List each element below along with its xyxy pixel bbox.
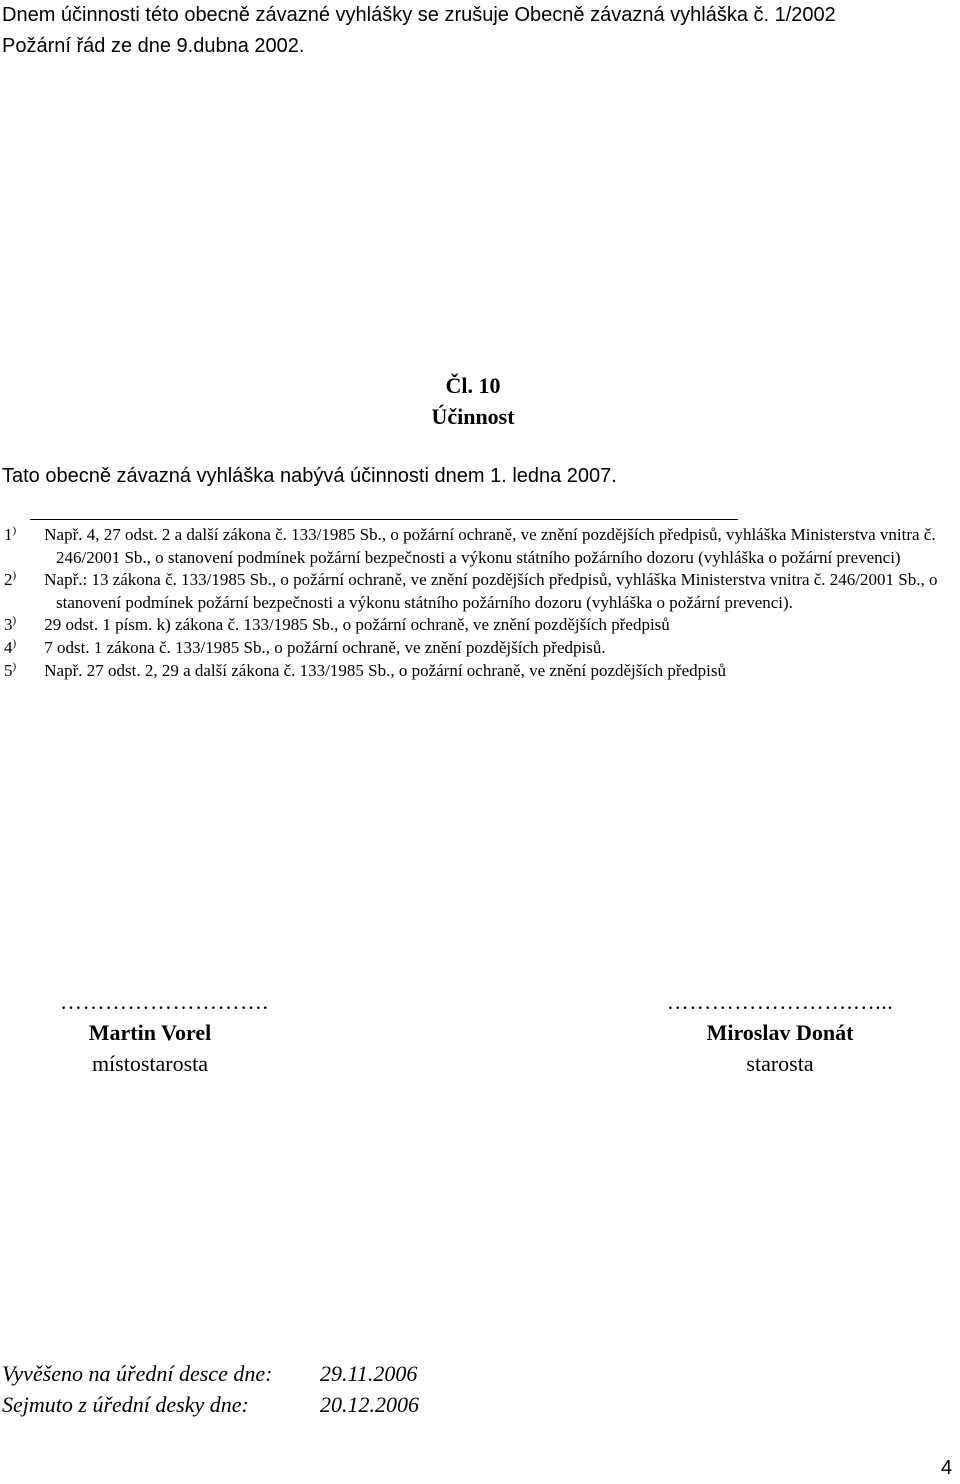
footnote-5: 5) Např. 27 odst. 2, 29 a další zákona č. 133/1985 Sb., o požární ochraně, ve znění pozdějších předpisů	[4, 659, 726, 680]
signatory-role: starosta	[746, 1051, 814, 1076]
article-title: Účinnost	[431, 404, 515, 429]
page-number: 4	[941, 1457, 953, 1479]
signature-block-left	[60, 986, 269, 1079]
footnote-separator	[30, 519, 738, 520]
footnote-mark: 1	[4, 525, 13, 544]
intro-paragraph: Dnem účinnosti této obecně závazné vyhlášky se zrušuje Obecně závazná vyhláška č. 1/2002 Požární řád ze dne 9.dubna 2002.	[2, 4, 836, 57]
posted-label: Vyvěšeno na úřední desce dne:	[2, 1361, 273, 1386]
footnote-1: 1) Např. 4, 27 odst. 2 a další zákona č. 133/1985 Sb., o požární ochraně, ve znění pozdějších předpisů, vyhláška Ministerstva vnitra č. 246/2001 Sb., o stanovení podmínek požární bezpečnosti a výkonu státního požárního dozoru (vyhláška o požární prevenci)	[4, 524, 936, 567]
posted-row	[2, 1358, 419, 1389]
footnote-text: Např. 27 odst. 2, 29 a další zákona č. 133/1985 Sb., o požární ochraně, ve znění pozdějších předpisů	[44, 660, 726, 680]
signature-line: ……………………….	[60, 989, 269, 1014]
footnotes	[4, 524, 940, 682]
signature-line: …………………….…...	[666, 989, 894, 1014]
footnote-text: 7 odst. 1 zákona č. 133/1985 Sb., o požární ochraně, ve znění pozdějších předpisů.	[44, 637, 606, 657]
footnote-3: 3) 29 odst. 1 písm. k) zákona č. 133/1985 Sb., o požární ochraně, ve znění pozdějších předpisů	[4, 614, 670, 635]
footnote-text: Např.: 13 zákona č. 133/1985 Sb., o požární ochraně, ve znění pozdějších předpisů, vyhláška Ministerstva vnitra č. 246/2001 Sb., o stanovení podmínek požární bezpečnosti a výkonu státního požárního dozoru (vyhláška o požární prevenci).	[44, 570, 938, 612]
signatory-name: Miroslav Donát	[706, 1020, 854, 1045]
footnote-mark: 4	[4, 637, 13, 657]
footnote-text: 29 odst. 1 písm. k) zákona č. 133/1985 Sb., o požární ochraně, ve znění pozdějších předpisů	[44, 615, 670, 635]
effective-date-paragraph: Tato obecně závazná vyhláška nabývá účinnosti dnem 1. ledna 2007.	[2, 465, 617, 487]
footnote-text: Např. 4, 27 odst. 2 a další zákona č. 133/1985 Sb., o požární ochraně, ve znění pozdějších předpisů, vyhláška Ministerstva vnitra č. 246/2001 Sb., o stanovení podmínek požární bezpečnosti a výkonu státního požárního dozoru (vyhláška o požární prevenci)	[44, 525, 936, 567]
posting-record	[2, 1358, 419, 1420]
signatory-name: Martin Vorel	[88, 1020, 212, 1045]
footnote-2: 2) Např.: 13 zákona č. 133/1985 Sb., o požární ochraně, ve znění pozdějších předpisů, vyhláška Ministerstva vnitra č. 246/2001 Sb., o stanovení podmínek požární bezpečnosti a výkonu státního požárního dozoru (vyhláška o požární prevenci).	[4, 569, 938, 612]
article-number: Čl. 10	[445, 373, 501, 398]
signatory-role: místostarosta	[91, 1051, 209, 1076]
footnote-mark: 5	[4, 660, 13, 680]
footnote-mark: 2	[4, 570, 13, 590]
posted-date: 29.11.2006	[320, 1361, 418, 1386]
removed-date: 20.12.2006	[320, 1392, 419, 1417]
removed-row	[2, 1389, 419, 1420]
signature-block-right	[660, 986, 900, 1079]
removed-label: Sejmuto z úřední desky dne:	[2, 1392, 249, 1417]
footnote-mark: 3	[4, 615, 13, 635]
footnote-4: 4) 7 odst. 1 zákona č. 133/1985 Sb., o požární ochraně, ve znění pozdějších předpisů.	[4, 637, 606, 657]
